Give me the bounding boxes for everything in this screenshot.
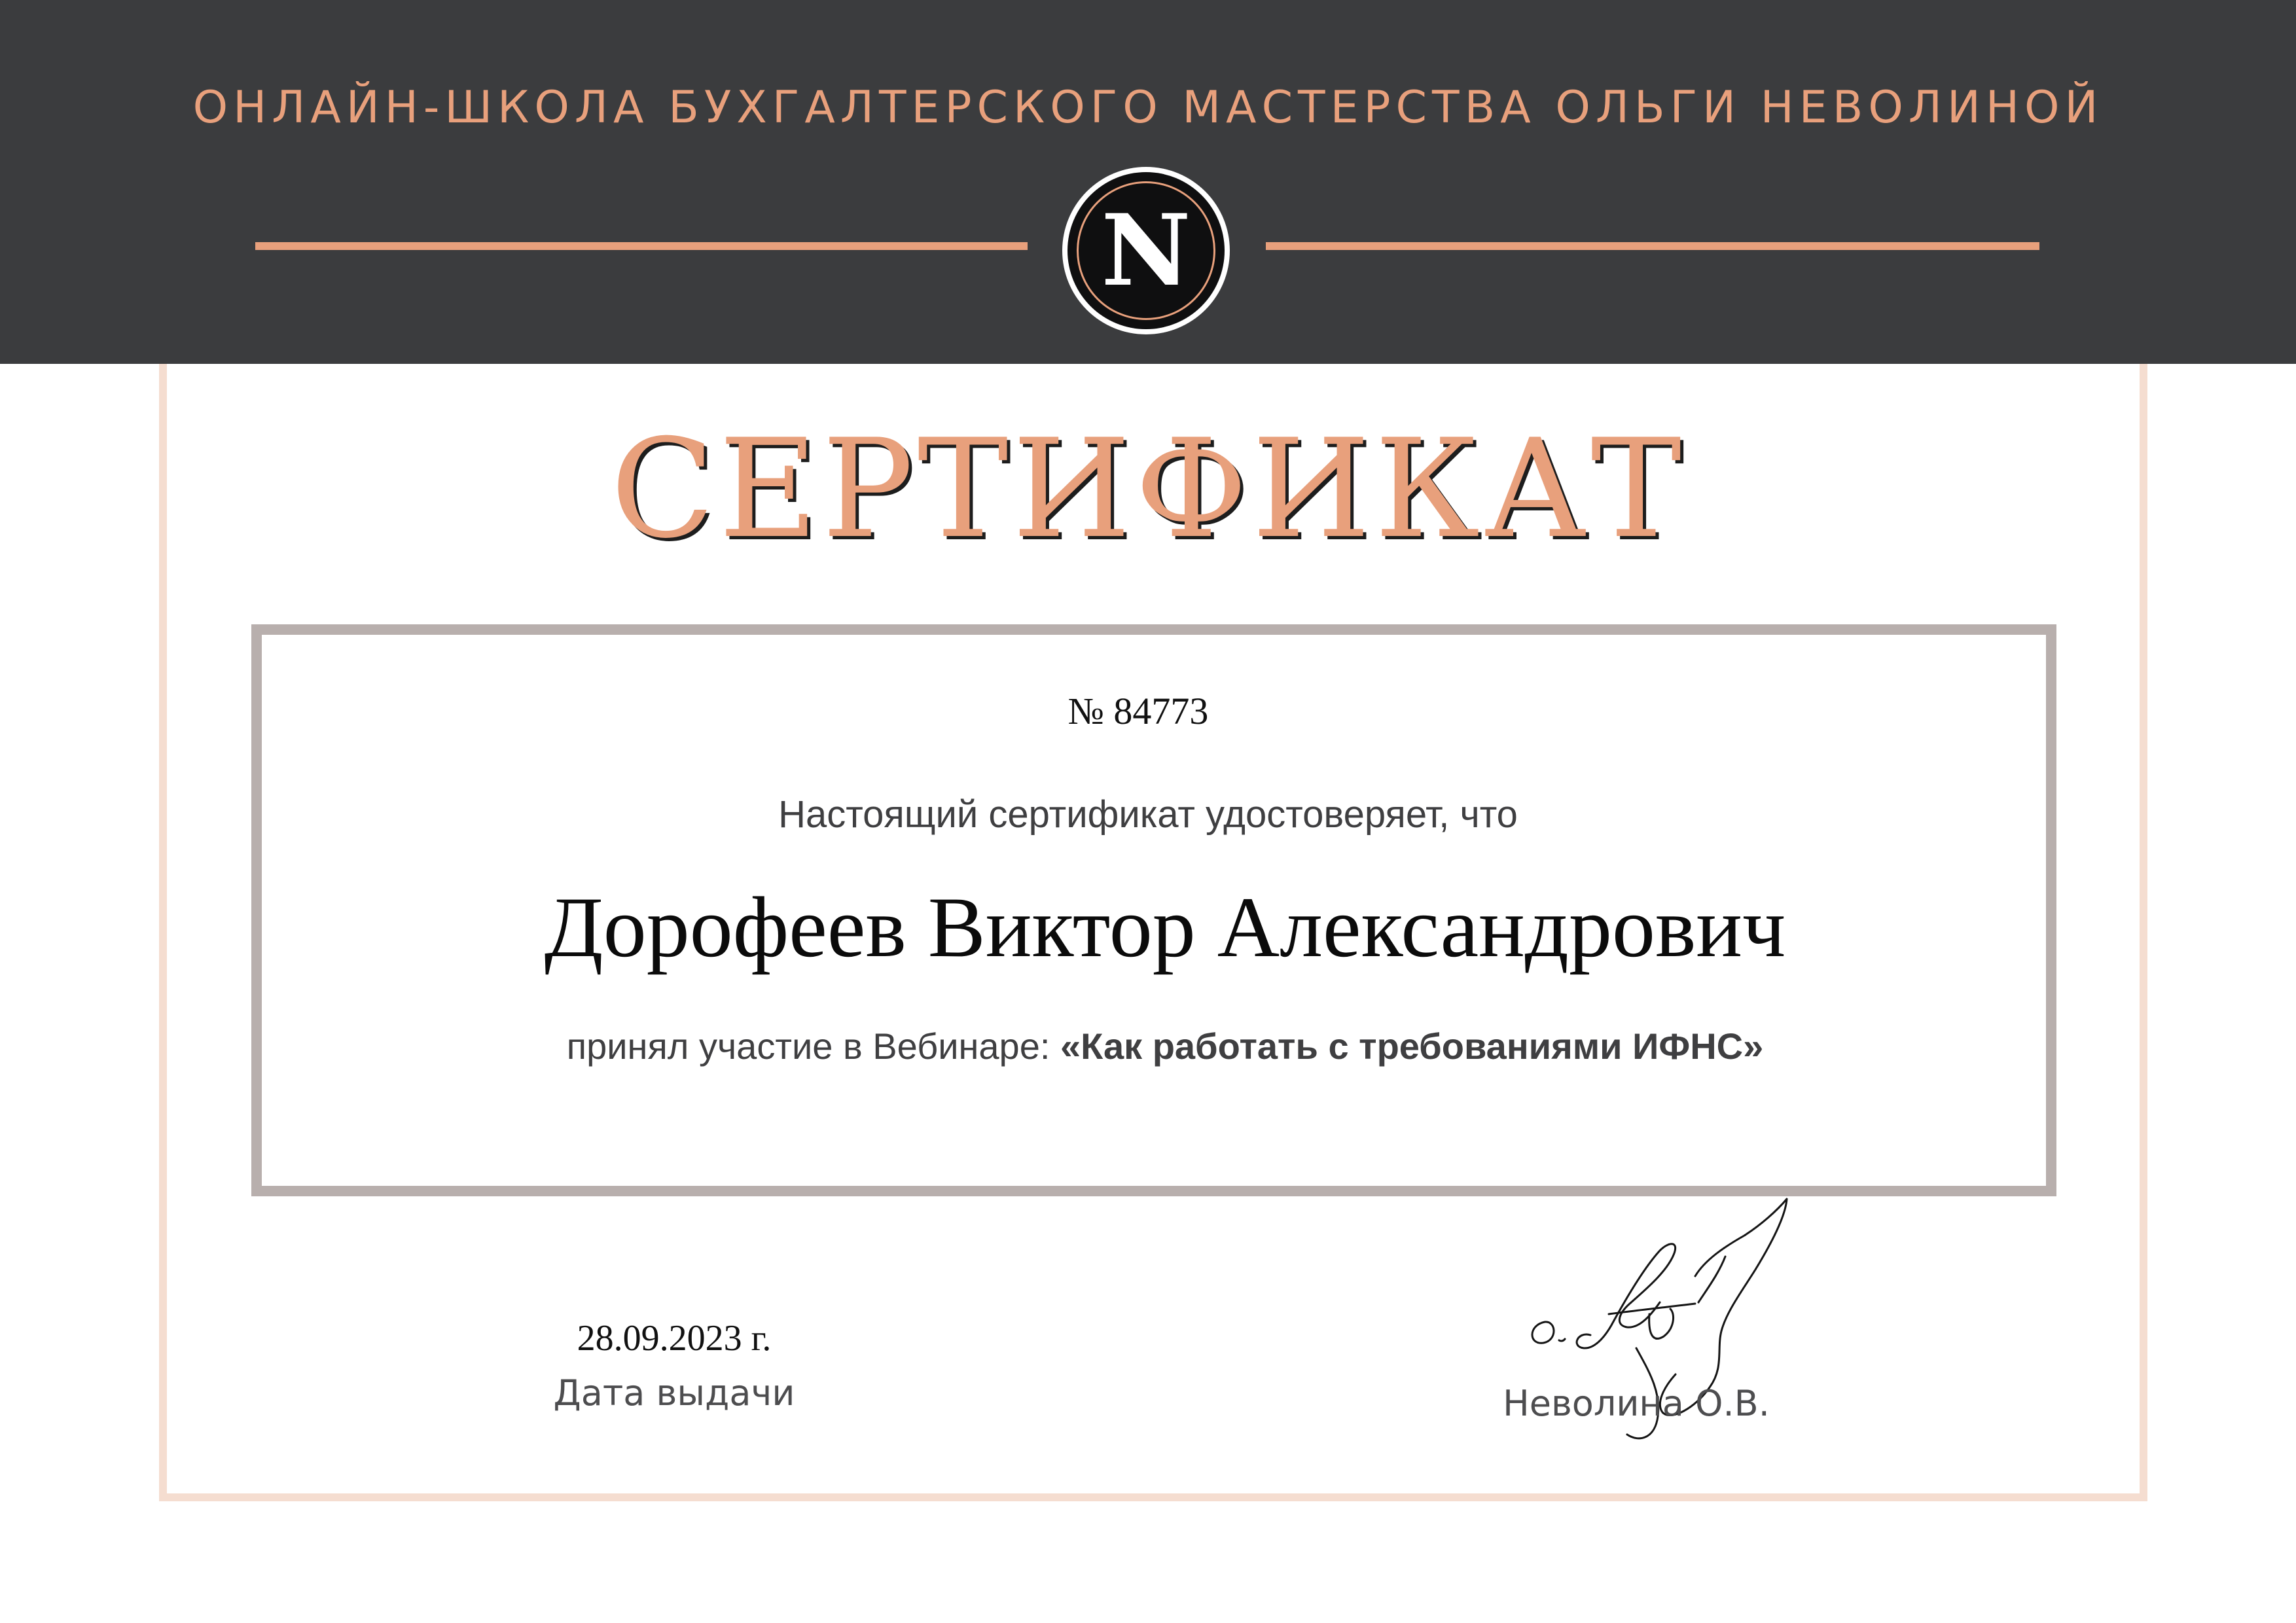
school-name: ОНЛАЙН-ШКОЛА БУХГАЛТЕРСКОГО МАСТЕРСТВА ОЛЬГИ НЕВОЛИНОЙ <box>192 82 2104 134</box>
certificate-title: СЕРТИФИКАТ <box>610 410 1686 569</box>
header-divider-right <box>1266 242 2039 250</box>
participation-prefix: принял участие в Вебинаре: <box>566 1026 1060 1067</box>
monogram-n-logo-icon <box>1062 167 1230 334</box>
signer-name: Неволина О.В. <box>1503 1383 1770 1424</box>
certificate-header <box>0 0 2296 364</box>
certificate-number: № 84773 <box>1067 690 1209 732</box>
logo-letter: N <box>1101 193 1191 308</box>
logo-circle <box>1067 172 1225 329</box>
webinar-title: «Как работать с требованиями ИФНС» <box>1060 1026 1764 1067</box>
recipient-name: Дорофеев Виктор Александрович <box>544 879 1786 975</box>
issue-date: 28.09.2023 г. <box>577 1318 772 1359</box>
participation-line <box>0 1024 2296 1069</box>
certificate-intro: Настоящий сертификат удостоверяет, что <box>778 793 1518 836</box>
header-divider-left <box>255 242 1028 250</box>
issue-date-label: Дата выдачи <box>553 1372 795 1414</box>
